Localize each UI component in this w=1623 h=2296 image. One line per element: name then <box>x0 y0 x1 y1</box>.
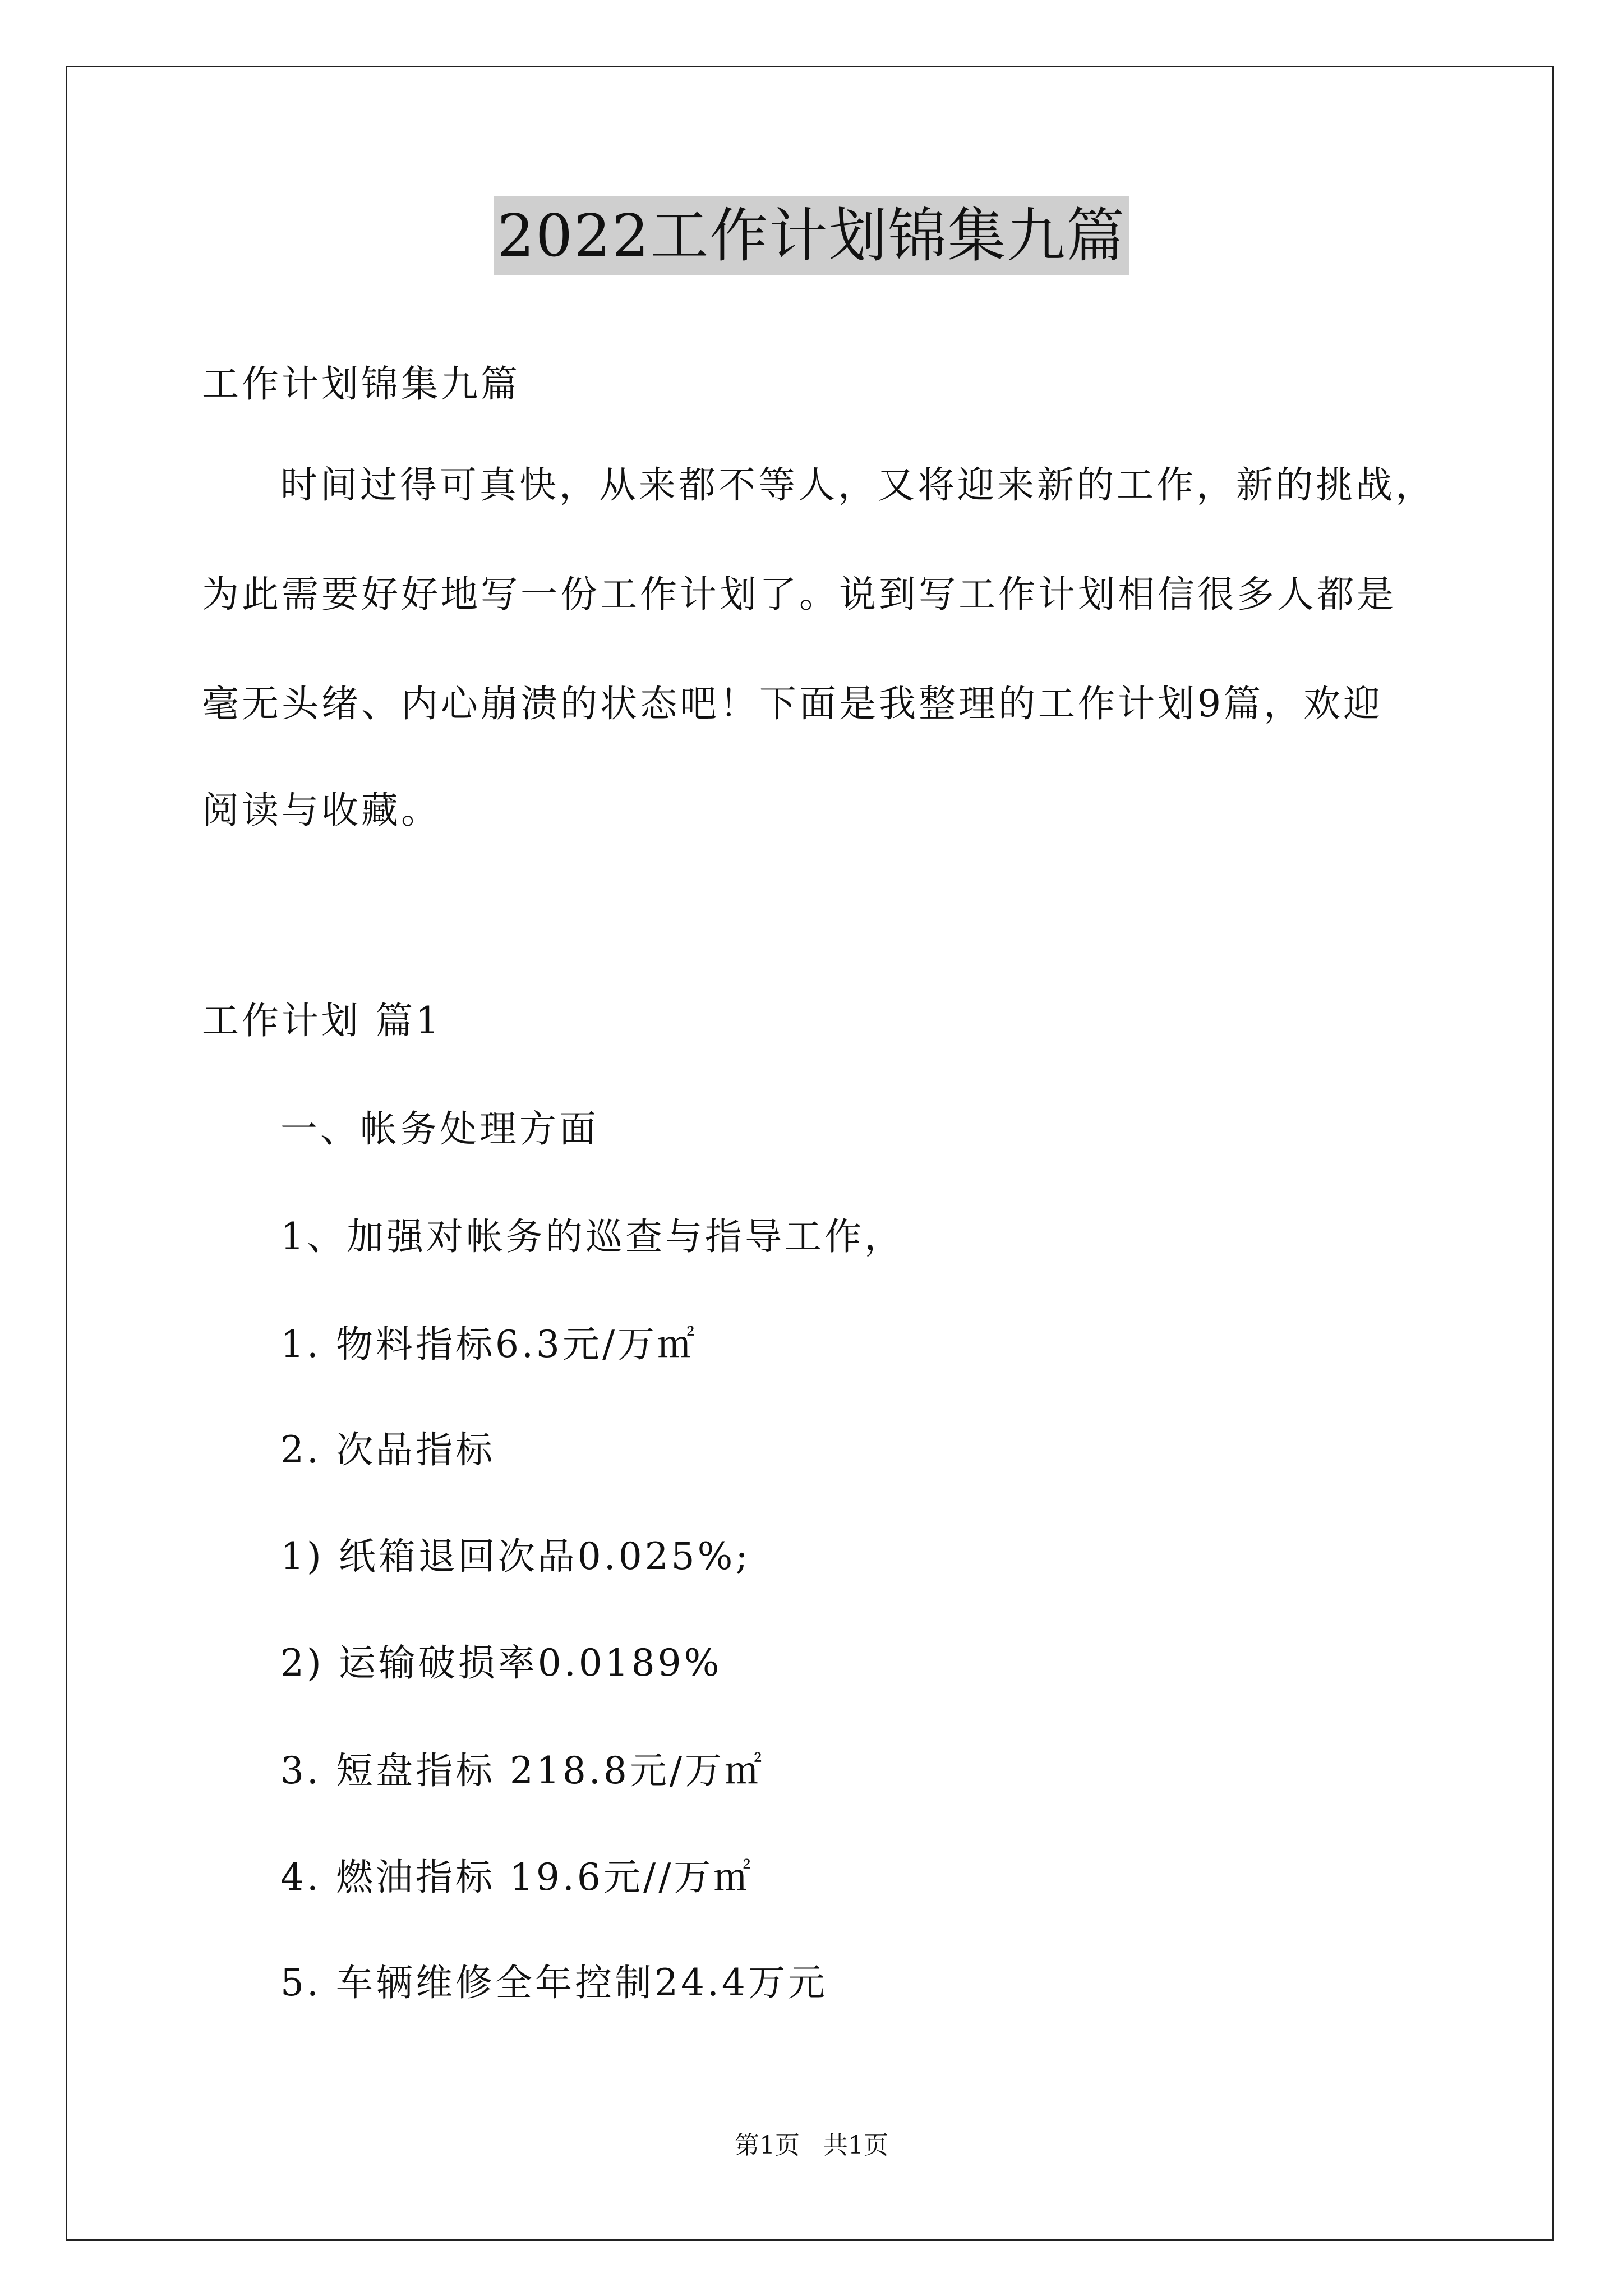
list-item: 3. 短盘指标 218.8元/万㎡ <box>280 1749 765 1792</box>
document-subtitle: 工作计划锦集九篇 <box>202 362 520 406</box>
list-item: 1、加强对帐务的巡查与指导工作， <box>280 1215 904 1258</box>
intro-line: 阅读与收藏。 <box>202 789 441 832</box>
intro-line: 毫无头绪、内心崩溃的状态吧！下面是我整理的工作计划9篇，欢迎 <box>202 682 1383 725</box>
list-item: 5. 车辆维修全年控制24.4万元 <box>280 1961 828 2004</box>
list-item: 1) 纸箱退回次品0.025%; <box>280 1535 751 1578</box>
list-item: 2. 次品指标 <box>280 1428 495 1471</box>
document-title: 2022工作计划锦集九篇 <box>494 196 1129 275</box>
title-container <box>0 196 1623 275</box>
list-item: 1. 物料指标6.3元/万㎡ <box>280 1323 698 1366</box>
list-item: 一、帐务处理方面 <box>280 1107 599 1151</box>
page-number: 第1页 <box>735 2131 800 2160</box>
list-item: 2) 运输破损率0.0189% <box>280 1641 722 1685</box>
section-heading: 工作计划 篇1 <box>202 999 442 1042</box>
intro-line: 为此需要好好地写一份工作计划了。说到写工作计划相信很多人都是 <box>202 573 1396 616</box>
list-item: 4. 燃油指标 19.6元//万㎡ <box>280 1856 754 1899</box>
page-footer <box>0 2129 1623 2162</box>
page-total: 共1页 <box>823 2131 888 2160</box>
intro-line: 时间过得可真快，从来都不等人，又将迎来新的工作，新的挑战， <box>280 463 1435 507</box>
